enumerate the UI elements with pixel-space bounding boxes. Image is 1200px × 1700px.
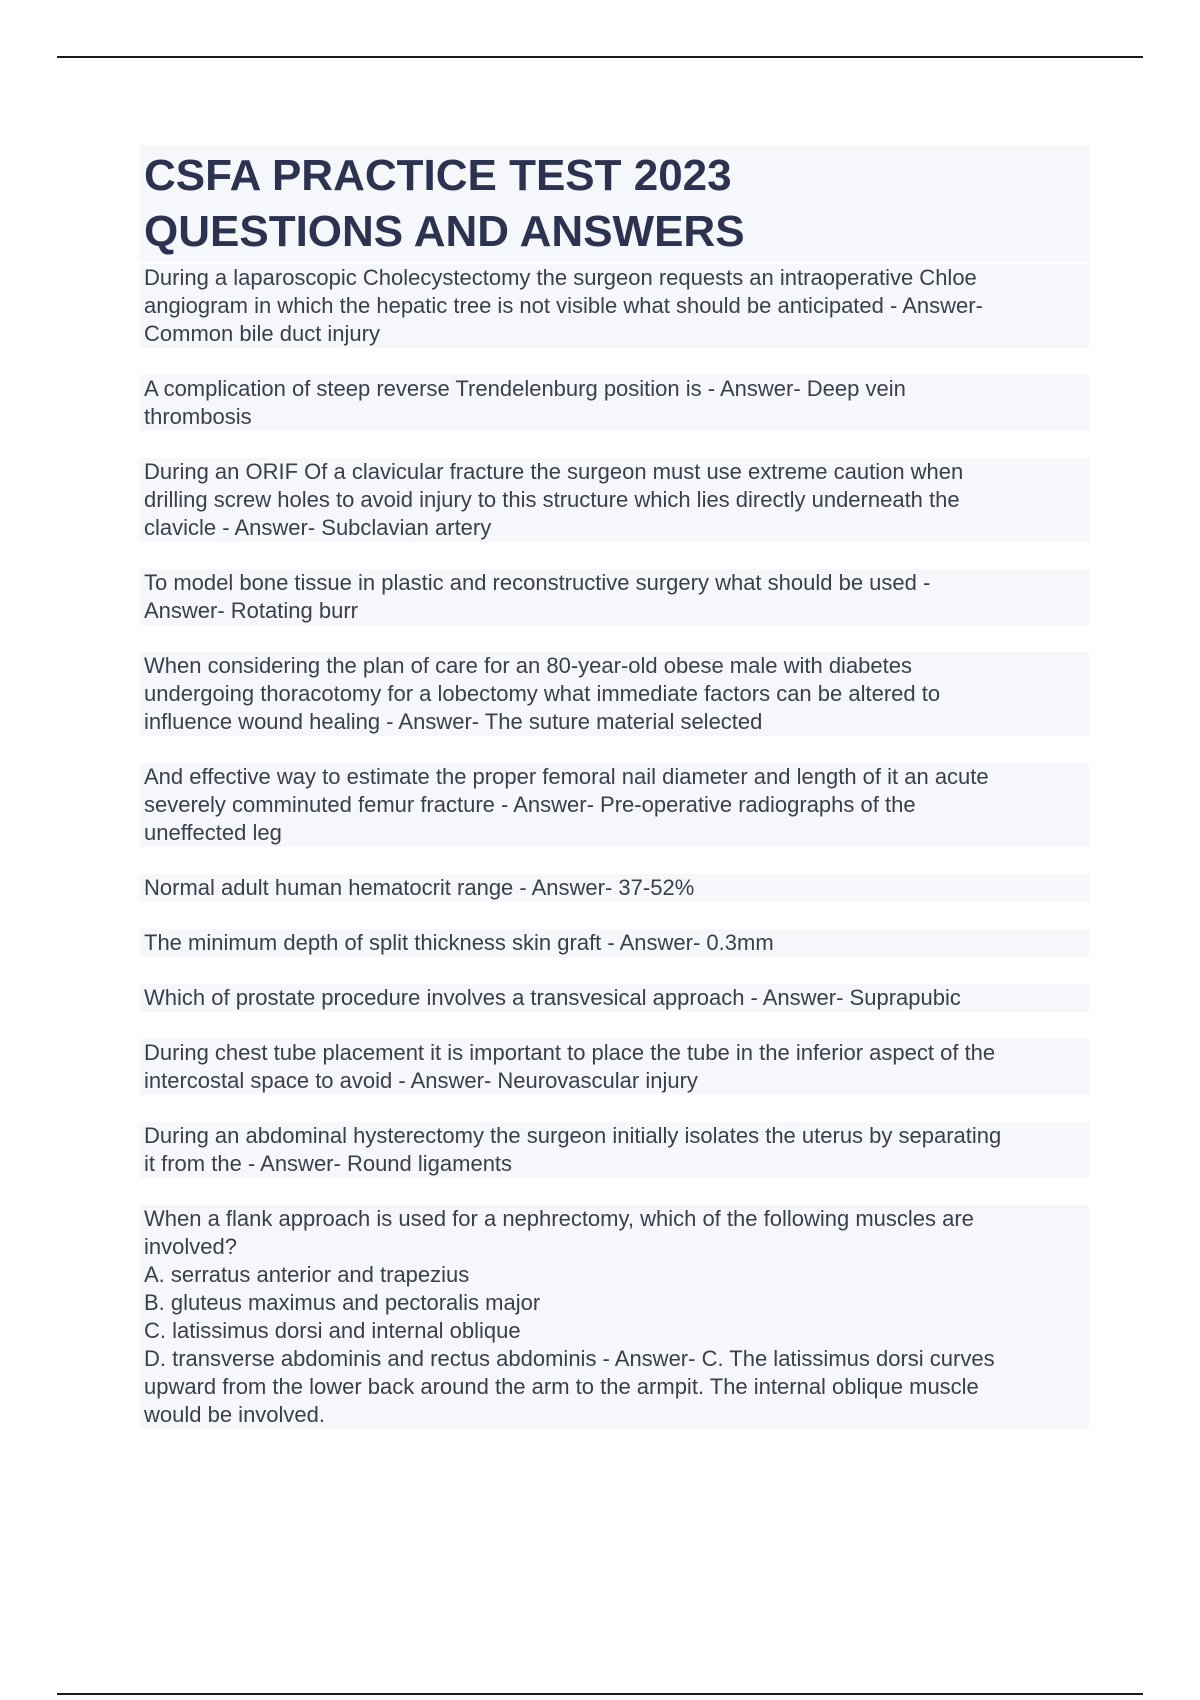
page-title — [140, 145, 1089, 262]
qa-line: severely comminuted femur fracture - Answer- Pre-operative radiographs of the — [140, 791, 1089, 819]
qa-item — [144, 1122, 1089, 1178]
qa-line: involved? — [140, 1233, 1089, 1261]
qa-line: would be involved. — [140, 1401, 1089, 1429]
qa-line: uneffected leg — [140, 819, 1089, 847]
qa-item — [144, 984, 1089, 1012]
qa-item — [144, 375, 1089, 431]
qa-line: Common bile duct injury — [140, 320, 1089, 348]
qa-line: upward from the lower back around the arm to the armpit. The internal oblique muscle — [140, 1373, 1089, 1401]
qa-line: And effective way to estimate the proper femoral nail diameter and length of it an acute — [140, 763, 1089, 791]
top-rule — [57, 56, 1143, 58]
qa-item — [144, 458, 1089, 542]
qa-line: clavicle - Answer- Subclavian artery — [140, 514, 1089, 542]
qa-line: Answer- Rotating burr — [140, 597, 1089, 625]
qa-list — [144, 264, 1089, 1429]
document-body — [144, 145, 1089, 1456]
qa-line: D. transverse abdominis and rectus abdominis - Answer- C. The latissimus dorsi curves — [140, 1345, 1089, 1373]
qa-line: During a laparoscopic Cholecystectomy the surgeon requests an intraoperative Chloe — [140, 264, 1089, 292]
title-line-2: QUESTIONS AND ANSWERS — [144, 207, 745, 256]
title-line-1: CSFA PRACTICE TEST 2023 — [144, 151, 732, 200]
qa-line: During an ORIF Of a clavicular fracture the surgeon must use extreme caution when — [140, 458, 1089, 486]
qa-line: A. serratus anterior and trapezius — [140, 1261, 1089, 1289]
qa-line: A complication of steep reverse Trendelenburg position is - Answer- Deep vein — [140, 375, 1089, 403]
qa-line: During chest tube placement it is important to place the tube in the inferior aspect of the — [140, 1039, 1089, 1067]
qa-line: drilling screw holes to avoid injury to this structure which lies directly underneath the — [140, 486, 1089, 514]
qa-line: undergoing thoracotomy for a lobectomy what immediate factors can be altered to — [140, 680, 1089, 708]
qa-line: During an abdominal hysterectomy the surgeon initially isolates the uterus by separating — [140, 1122, 1089, 1150]
qa-line: influence wound healing - Answer- The suture material selected — [140, 708, 1089, 736]
qa-line: When considering the plan of care for an 80-year-old obese male with diabetes — [140, 652, 1089, 680]
qa-line: it from the - Answer- Round ligaments — [140, 1150, 1089, 1178]
qa-line: The minimum depth of split thickness skin graft - Answer- 0.3mm — [140, 929, 1089, 957]
qa-item — [144, 1205, 1089, 1429]
qa-line: Which of prostate procedure involves a transvesical approach - Answer- Suprapubic — [140, 984, 1089, 1012]
qa-line: Normal adult human hematocrit range - Answer- 37-52% — [140, 874, 1089, 902]
qa-line: When a flank approach is used for a nephrectomy, which of the following muscles are — [140, 1205, 1089, 1233]
qa-line: B. gluteus maximus and pectoralis major — [140, 1289, 1089, 1317]
qa-item — [144, 652, 1089, 736]
qa-item — [144, 569, 1089, 625]
qa-line: thrombosis — [140, 403, 1089, 431]
qa-item — [144, 874, 1089, 902]
qa-item — [144, 929, 1089, 957]
qa-line: angiogram in which the hepatic tree is not visible what should be anticipated - Answer- — [140, 292, 1089, 320]
qa-item — [144, 1039, 1089, 1095]
qa-line: C. latissimus dorsi and internal oblique — [140, 1317, 1089, 1345]
bottom-rule — [57, 1693, 1143, 1695]
qa-line: To model bone tissue in plastic and reconstructive surgery what should be used - — [140, 569, 1089, 597]
qa-item — [144, 763, 1089, 847]
qa-item — [144, 264, 1089, 348]
qa-line: intercostal space to avoid - Answer- Neurovascular injury — [140, 1067, 1089, 1095]
